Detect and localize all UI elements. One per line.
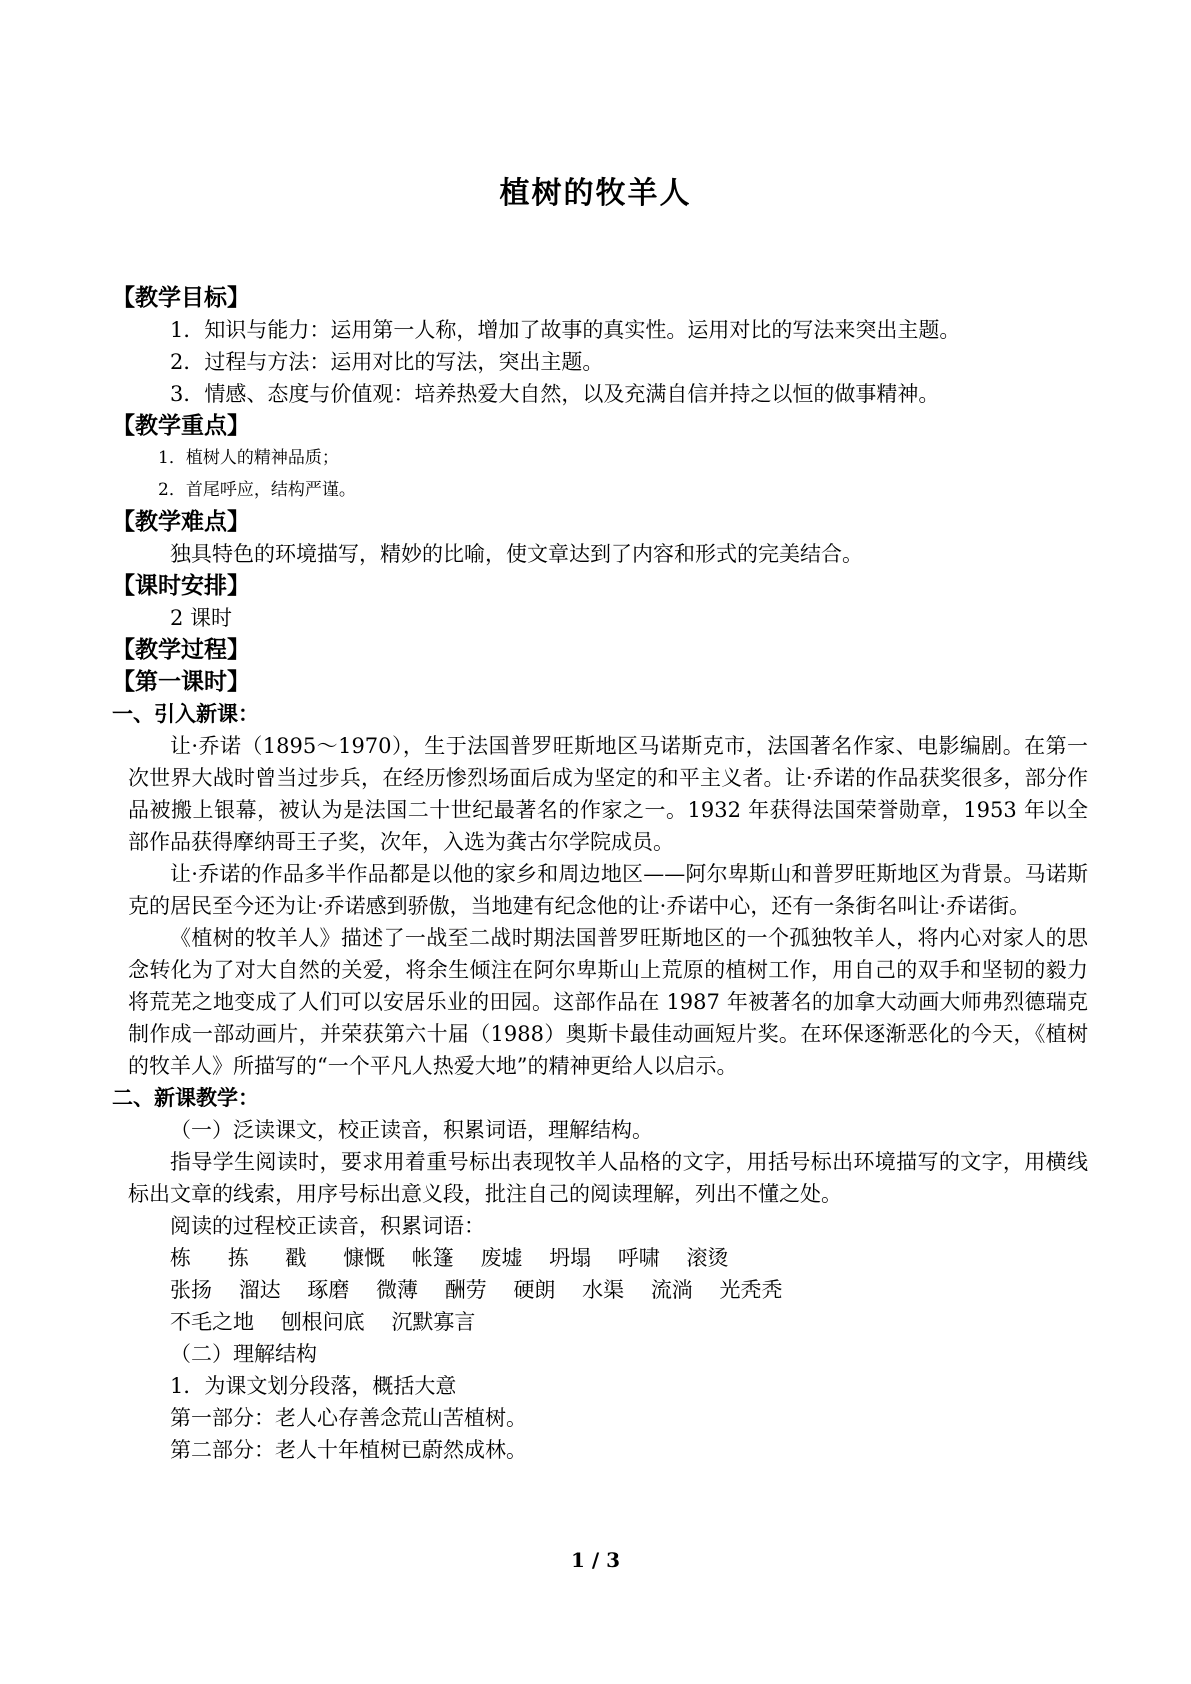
- goal-item: 3．情感、态度与价值观：培养热爱大自然，以及充满自信并持之以恒的做事精神。: [170, 382, 940, 406]
- schedule-text: 2 课时: [170, 606, 233, 630]
- vocab-word: 帐篷: [411, 1246, 454, 1270]
- page-title: 植树的牧羊人: [499, 176, 692, 211]
- vocab-word: 滚烫: [686, 1246, 729, 1270]
- vocab-word: 张扬: [170, 1278, 212, 1302]
- goal-item: 1．知识与能力：运用第一人称，增加了故事的真实性。运用对比的写法来突出主题。: [170, 318, 961, 342]
- section-schedule-heading: 【课时安排】: [112, 573, 250, 599]
- vocab-word: 拣: [227, 1246, 249, 1270]
- vocab-word: 溜达: [238, 1278, 281, 1302]
- document-body: [112, 282, 1088, 1466]
- vocab-word: 酬劳: [444, 1278, 487, 1302]
- intro-paragraph: 让·乔诺的作品多半作品都是以他的家乡和周边地区——阿尔卑斯山和普罗旺斯地区为背景。马诺斯克的居民至今还为让·乔诺感到骄傲，当地建有纪念他的让·乔诺中心，还有一条街名叫让·乔诺街。: [128, 862, 1088, 918]
- vocab-word: 不毛之地: [170, 1310, 254, 1334]
- part1-text: 第一部分：老人心存善念荒山苦植树。: [170, 1406, 527, 1430]
- vocab-word: 坍塌: [549, 1246, 592, 1270]
- step2-text: （二）理解结构: [170, 1342, 317, 1366]
- vocab-intro: 阅读的过程校正读音，积累词语：: [170, 1214, 485, 1238]
- goal-item: 2．过程与方法：运用对比的写法，突出主题。: [170, 350, 604, 374]
- section-difficulties-heading: 【教学难点】: [112, 509, 250, 535]
- section-goals-heading: 【教学目标】: [112, 285, 250, 311]
- vocab-word: 琢磨: [307, 1278, 350, 1302]
- intro-heading: 一、引入新课：: [112, 701, 259, 726]
- difficulties-text: 独具特色的环境描写，精妙的比喻，使文章达到了内容和形式的完美结合。: [170, 542, 863, 566]
- step1-text: （一）泛读课文，校正读音，积累词语，理解结构。: [170, 1118, 653, 1142]
- intro-paragraph: 《植树的牧羊人》描述了一战至二战时期法国普罗旺斯地区的一个孤独牧羊人，将内心对家人的思念转化为了对大自然的关爱，将余生倾注在阿尔卑斯山上荒原的植树工作，用自己的双手和坚韧的毅力将荒芜之地变成了人们可以安居乐业的田园。这部作品在 1987 年被著名的加拿大动画大师弗烈德瑞克制作成一部动画片，并荣获第六十届（1988）奥斯卡最佳动画短片奖。在环保逐渐恶化的今天，《植树的牧羊人》所描写的“一个平凡人热爱大地”的精神更给人以启示。: [128, 926, 1088, 1078]
- vocab-row-2: [128, 1274, 1088, 1306]
- keypoint-item: 2．首尾呼应，结构严谨。: [158, 480, 356, 500]
- vocab-word: 栋: [170, 1246, 191, 1270]
- vocab-row-3: [128, 1306, 1088, 1338]
- new-lesson-heading: 二、新课教学：: [112, 1085, 259, 1110]
- intro-paragraph: 让·乔诺（1895～1970），生于法国普罗旺斯地区马诺斯克市，法国著名作家、电影编剧。在第一次世界大战时曾当过步兵，在经历惨烈场面后成为坚定的和平主义者。让·乔诺的作品获奖很多，部分作品被搬上银幕，被认为是法国二十世纪最著名的作家之一。1932 年获得法国荣誉勋章，1953 年以全部作品获得摩纳哥王子奖，次年，入选为龚古尔学院成员。: [128, 734, 1088, 854]
- vocab-word: 废墟: [480, 1246, 523, 1270]
- vocab-word: 沉默寡言: [391, 1310, 476, 1334]
- vocab-word: 呼啸: [617, 1246, 660, 1270]
- part2-text: 第二部分：老人十年植树已蔚然成林。: [170, 1438, 527, 1462]
- vocab-word: 硬朗: [513, 1278, 556, 1302]
- vocab-word: 刨根问底: [280, 1310, 365, 1334]
- guide-text: 指导学生阅读时，要求用着重号标出表现牧羊人品格的文字，用括号标出环境描写的文字，用横线标出文章的线索，用序号标出意义段，批注自己的阅读理解，列出不懂之处。: [128, 1150, 1088, 1206]
- step2-1-text: 1．为课文划分段落，概括大意: [170, 1374, 457, 1398]
- vocab-word: 慷慨: [343, 1246, 386, 1270]
- vocab-word: 水渠: [582, 1278, 625, 1302]
- section-keypoints-heading: 【教学重点】: [112, 413, 250, 439]
- keypoint-item: 1．植树人的精神品质；: [158, 448, 339, 468]
- section-process-heading: 【教学过程】: [112, 637, 250, 663]
- vocab-row-1: [128, 1242, 1088, 1274]
- vocab-word: 光秃秃: [719, 1278, 783, 1302]
- vocab-word: 微薄: [376, 1278, 419, 1302]
- vocab-word: 流淌: [650, 1278, 693, 1302]
- page-number: 1 / 3: [570, 1548, 621, 1572]
- vocab-word: 戳: [285, 1246, 307, 1270]
- section-lesson1-heading: 【第一课时】: [112, 669, 250, 695]
